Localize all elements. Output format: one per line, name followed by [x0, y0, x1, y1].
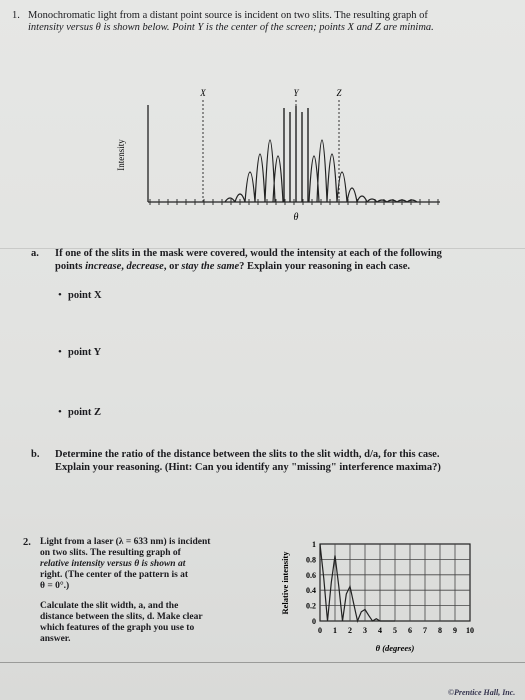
problem-1-line-1: Monochromatic light from a distant point source is incident on two slits. The resulting graph of: [28, 10, 428, 21]
problem-1-number: 1.: [12, 10, 20, 21]
chart-xtick-label: 2: [348, 626, 352, 635]
chart-ytick-label: 0.8: [306, 555, 316, 565]
part-a-letter: a.: [31, 248, 39, 259]
bullet-point-x: point X: [68, 290, 102, 301]
copyright: ©Prentice Hall, Inc.: [448, 688, 516, 697]
problem-2-number: 2.: [23, 537, 31, 548]
chart-xlabel: θ (degrees): [375, 643, 415, 653]
problem-2-line-2: on two slits. The resulting graph of: [40, 548, 181, 558]
chart-xtick-label: 4: [378, 626, 382, 635]
bullet-point-z: point Z: [68, 407, 101, 418]
marker-x-label: X: [200, 88, 206, 98]
chart-ytick-label: 0.4: [306, 586, 316, 596]
part-b-line-1: Determine the ratio of the distance between the slits to the slit width, d/a, for this case.: [55, 449, 440, 460]
problem-2-line-7: distance between the slits, d. Make clear: [40, 612, 203, 622]
intensity-graph: [110, 80, 450, 225]
bullet-dot: •: [58, 289, 62, 301]
chart-xtick-label: 1: [333, 626, 337, 635]
problem-2-line-1: Light from a laser (λ = 633 nm) is incident: [40, 537, 211, 547]
graph-ylabel: Intensity: [116, 139, 126, 171]
problem-2-line-6: Calculate the slit width, a, and the: [40, 601, 179, 611]
chart-xtick-label: 5: [393, 626, 397, 635]
chart-xtick-label: 9: [453, 626, 457, 635]
problem-2-line-3: relative intensity versus θ is shown at: [40, 559, 186, 569]
part-b-letter: b.: [31, 449, 40, 460]
part-a-line-1: If one of the slits in the mask were covered, would the intensity at each of the following: [55, 248, 442, 259]
part-b-line-2: Explain your reasoning. (Hint: Can you identify any "missing" interference maxima?): [55, 462, 441, 473]
chart-xtick-label: 3: [363, 626, 367, 635]
chart-ytick-label: 0.2: [306, 601, 316, 611]
graph-xlabel: θ: [293, 212, 299, 223]
chart-ytick-label: 0: [312, 617, 316, 626]
bullet-dot: •: [58, 406, 62, 418]
problem-2-line-4: right. (The center of the pattern is at: [40, 570, 189, 580]
problem-2-line-9: answer.: [40, 634, 71, 644]
problem-2-line-8: which features of the graph you use to: [40, 623, 195, 633]
bullet-point-y: point Y: [68, 347, 102, 358]
problem-1-line-2: intensity versus θ is shown below. Point Y is the center of the screen; points X and Z are minima.: [28, 22, 434, 33]
chart-xtick-label: 8: [438, 626, 442, 635]
relative-intensity-chart: [278, 536, 503, 661]
page-edge-line: [0, 662, 525, 663]
chart-xtick-label: 7: [423, 626, 427, 635]
problem-2-line-5: θ = 0°.): [40, 581, 70, 591]
chart-ytick-label: 1: [312, 540, 316, 549]
bullet-dot: •: [58, 346, 62, 358]
chart-xtick-label: 0: [318, 626, 322, 635]
chart-ylabel: Relative intensity: [280, 551, 290, 615]
part-a-line-2: points increase, decrease, or stay the same? Explain your reasoning in each case.: [55, 261, 411, 272]
marker-y-label: Y: [293, 88, 299, 98]
chart-xtick-label: 6: [408, 626, 412, 635]
chart-ytick-label: 0.6: [306, 570, 316, 580]
marker-z-label: Z: [336, 88, 342, 98]
chart-series-line: [320, 544, 395, 621]
chart-xtick-label: 10: [466, 626, 474, 635]
